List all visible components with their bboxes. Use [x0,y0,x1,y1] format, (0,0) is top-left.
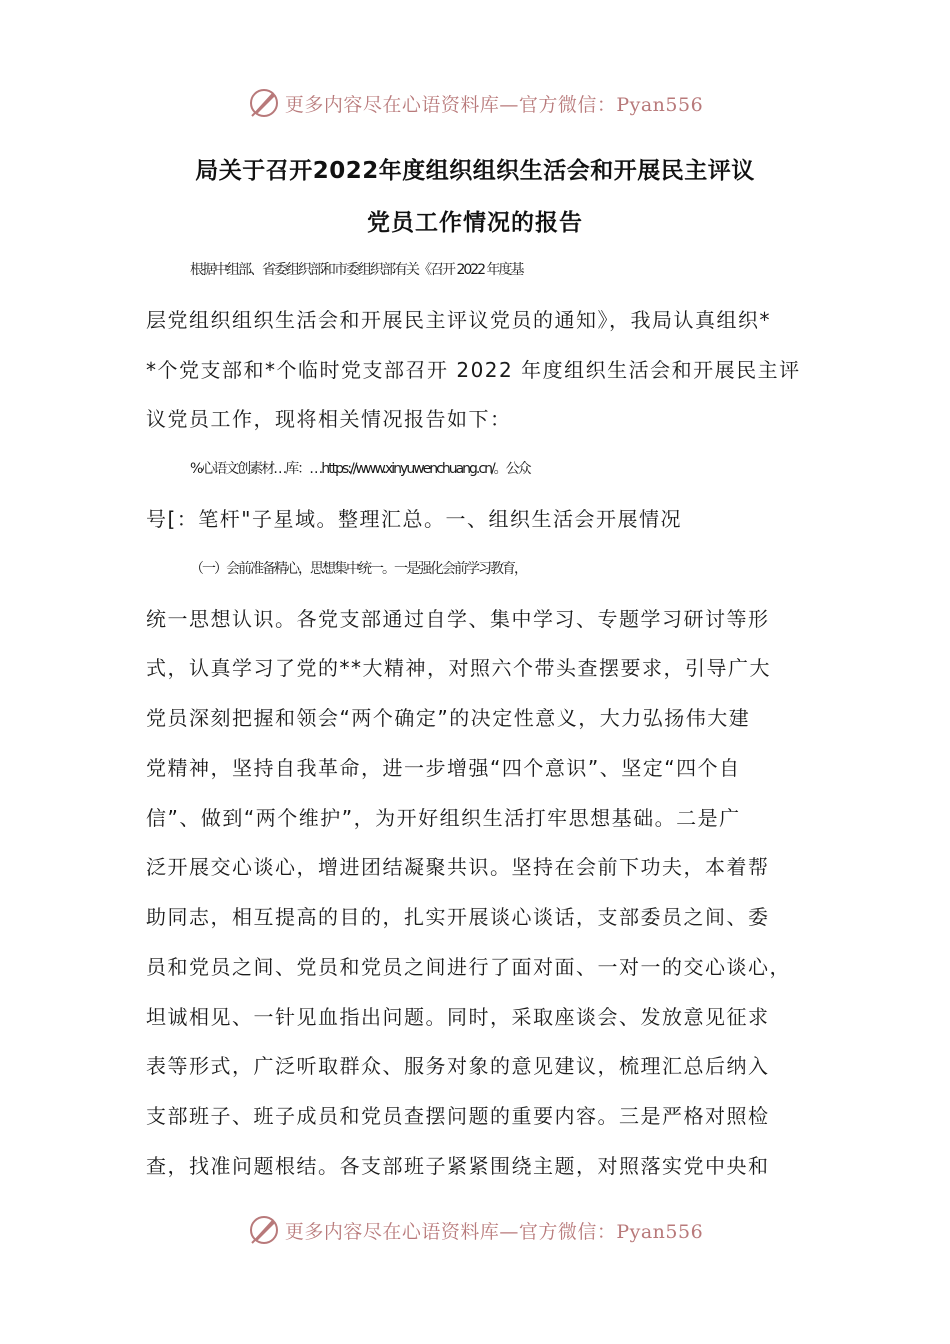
body-line: 员和党员之间、党员和党员之间进行了面对面、一对一的交心谈心， [146,955,791,979]
footer-watermark [0,1210,950,1250]
watermark-text: 更多内容尽在心语资料库—官方微信：Pyan556 [284,1220,704,1243]
header-watermark [0,83,950,123]
body-line: 助同志，相互提高的目的，扎实开展谈心谈话，支部委员之间、委 [146,905,770,929]
body-line: 表等形式，广泛听取群众、服务对象的意见建议，梳理汇总后纳入 [146,1054,770,1078]
body-line: *个党支部和*个临时党支部召开 2022 年度组织生活会和开展民主评 [146,358,801,382]
document-title-line-2: 党员工作情况的报告 [367,210,583,236]
body-line: 式，认真学习了党的**大精神，对照六个带头查摆要求，引导广大 [146,656,771,680]
body-line: 泛开展交心谈心，增进团结凝聚共识。坚持在会前下功夫，本着帮 [146,855,770,879]
watermark-text: 更多内容尽在心语资料库—官方微信：Pyan556 [284,93,704,116]
body-line: 号[：笔杆"子星域。整理汇总。一、组织生活会开展情况 [146,507,683,531]
body-line: 议党员工作，现将相关情况报告如下： [146,407,512,431]
body-line: 党员深刻把握和领会“两个确定”的决定性意义，大力弘扬伟大建 [146,706,751,730]
document-title-line-1: 局关于召开2022年度组织组织生活会和开展民主评议 [195,158,755,184]
quill-pen-icon [247,86,281,120]
body-line: %心语文创素材…库：…https://www.xinyuwenchuang.cn/。公众 [190,461,530,477]
body-line: 信”、做到“两个维护”，为开好组织生活打牢思想基础。二是广 [146,806,741,830]
body-line: 层党组织组织生活会和开展民主评议党员的通知》，我局认真组织* [146,308,771,332]
body-line: 统一思想认识。各党支部通过自学、集中学习、专题学习研讨等形 [146,607,770,631]
body-line: 根据中组部、省委组织部和市委组织部有关《召开 2022 年度基 [190,262,523,278]
body-line: 查，找准问题根结。各支部班子紧紧围绕主题，对照落实党中央和 [146,1154,770,1178]
body-line: （一）会前准备精心，思想集中统一。一是强化会前学习教育， [190,561,526,577]
body-line: 支部班子、班子成员和党员查摆问题的重要内容。三是严格对照检 [146,1104,770,1128]
body-line: 党精神，坚持自我革命，进一步增强“四个意识”、坚定“四个自 [146,756,741,780]
body-line: 坦诚相见、一针见血指出问题。同时，采取座谈会、发放意见征求 [146,1005,770,1029]
quill-pen-icon [247,1213,281,1247]
